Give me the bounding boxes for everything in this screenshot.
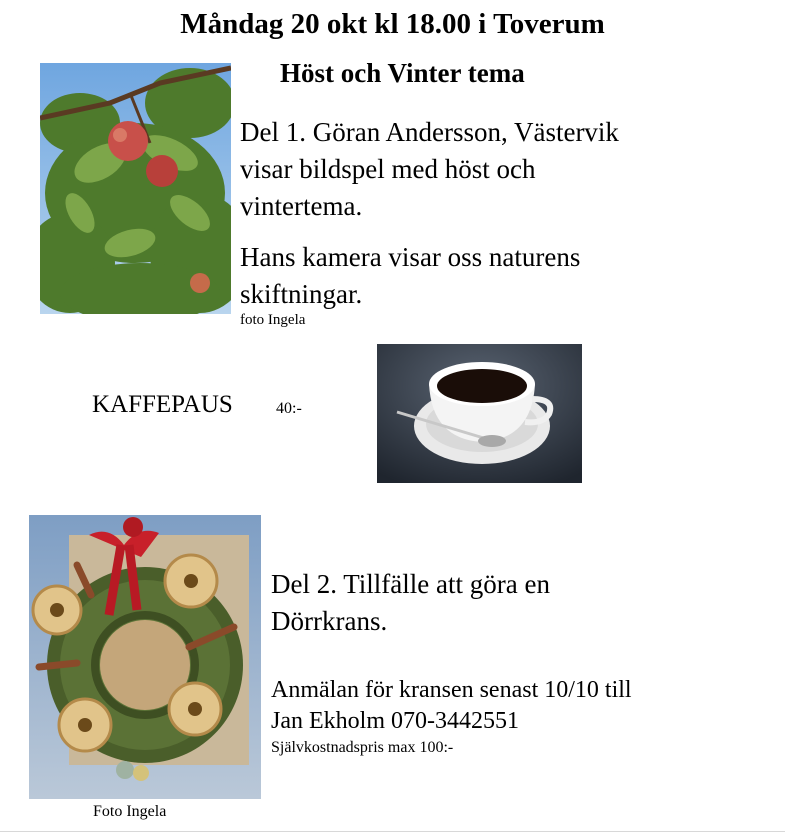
coffee-price: 40:- (276, 400, 302, 417)
photo-credit-2: Foto Ingela (93, 803, 167, 820)
page-bottom-divider (0, 831, 785, 832)
wreath-photo (29, 515, 261, 799)
theme-subtitle: Höst och Vinter tema (280, 58, 525, 88)
apple-tree-photo (40, 63, 231, 314)
coffee-break-label: KAFFEPAUS (92, 391, 233, 418)
signup-line2: Jan Ekholm 070-3442551 (271, 708, 519, 734)
coffee-cup-photo (377, 344, 582, 483)
part2-line2: Dörrkrans. (271, 606, 388, 636)
cost-note: Självkostnadspris max 100:- (271, 739, 454, 756)
page-title: Måndag 20 okt kl 18.00 i Toverum (180, 8, 605, 40)
part1-line4: Hans kamera visar oss naturens (240, 242, 581, 272)
signup-line1: Anmälan för kransen senast 10/10 till (271, 677, 632, 703)
part1-line1: Del 1. Göran Andersson, Västervik (240, 117, 619, 147)
part2-line1: Del 2. Tillfälle att göra en (271, 569, 550, 599)
part1-line3: vintertema. (240, 191, 363, 221)
part1-line5: skiftningar. (240, 279, 363, 309)
photo-credit-1: foto Ingela (240, 312, 306, 328)
part1-line2: visar bildspel med höst och (240, 154, 536, 184)
